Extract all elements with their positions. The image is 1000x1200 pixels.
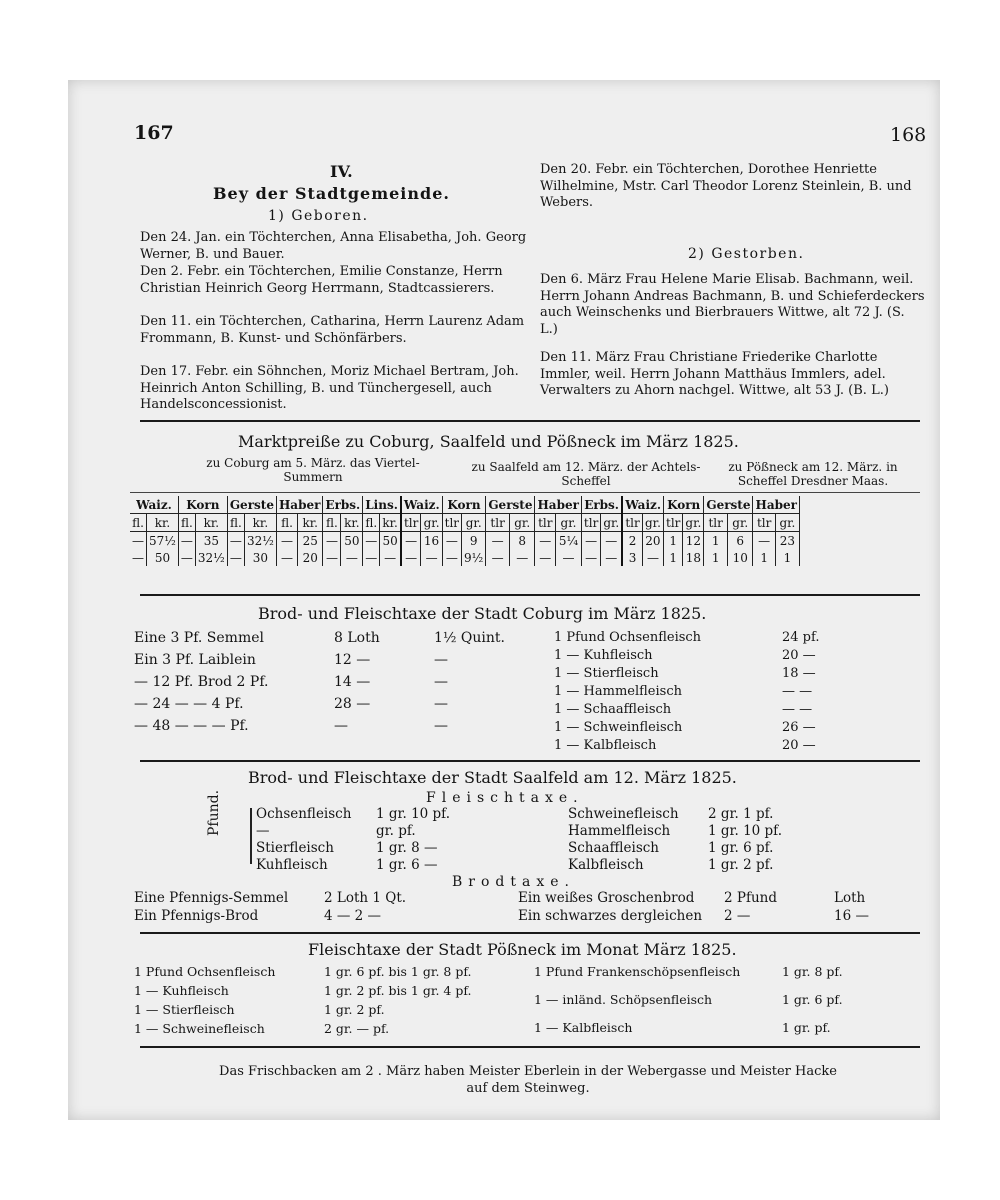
market-cell: 32½ bbox=[195, 549, 227, 566]
market-cell: kr. bbox=[298, 514, 323, 532]
market-cell: — bbox=[323, 532, 341, 550]
market-cell: 1 bbox=[704, 549, 728, 566]
saal-left-cell: Kuhfleisch bbox=[256, 857, 328, 873]
market-cell: — bbox=[178, 532, 195, 550]
died-entry-1: Den 6. März Frau Helene Marie Elisab. Bachmann, weil. Herrn Johann Andreas Bachmann, B. und Schieferdeckers auch Weinschenks und Bierbrauers Wittwe, alt 72 J. (S. L.) bbox=[540, 272, 925, 337]
saal-right-cell: Schaaffleisch bbox=[568, 840, 659, 856]
coburg-bread-cell: — bbox=[434, 696, 448, 712]
market-head-cell: Erbs. bbox=[581, 496, 622, 514]
market-cell: 50 bbox=[341, 532, 363, 550]
saal-bread-cell: 2 Loth 1 Qt. bbox=[324, 890, 407, 906]
market-cell: — bbox=[486, 549, 510, 566]
page-number-left: 167 bbox=[134, 122, 174, 144]
market-header-row-2 bbox=[130, 514, 799, 532]
saalfeld-meat-heading: Fleischtaxe. bbox=[426, 790, 584, 806]
saal-left-cell: 1 gr. 10 pf. bbox=[376, 806, 450, 822]
market-cell: gr. bbox=[775, 514, 799, 532]
coburg-meat-cell: 1 Pfund Ochsenfleisch bbox=[554, 630, 702, 645]
market-cell: — bbox=[276, 532, 297, 550]
saal-left-cell: Ochsenfleisch bbox=[256, 806, 352, 822]
market-cell: 9½ bbox=[462, 549, 486, 566]
market-head-cell: Waiz. bbox=[401, 496, 442, 514]
market-cell: fl. bbox=[276, 514, 297, 532]
poes-left-cell: 1 — Stierfleisch bbox=[134, 1002, 235, 1017]
poes-left-cell: 1 gr. 6 pf. bis 1 gr. 8 pf. bbox=[324, 964, 472, 979]
saalfeld-bread-heading: Brodtaxe. bbox=[452, 874, 575, 890]
market-cell: — bbox=[581, 549, 600, 566]
poes-right-cell: 1 gr. 6 pf. bbox=[782, 992, 843, 1007]
market-cell: 3 bbox=[622, 549, 642, 566]
market-cell: 1 bbox=[664, 532, 683, 550]
saal-right-cell: Hammelfleisch bbox=[568, 823, 671, 839]
market-cell: 57½ bbox=[147, 532, 179, 550]
market-head-rule bbox=[130, 492, 920, 493]
market-data-row-2 bbox=[130, 549, 799, 566]
poes-left-cell: 1 gr. 2 pf. bis 1 gr. 4 pf. bbox=[324, 983, 472, 998]
section-roman: IV. bbox=[330, 162, 353, 181]
market-cell: — bbox=[581, 532, 600, 550]
market-cell: — bbox=[509, 549, 535, 566]
market-cell: — bbox=[535, 549, 556, 566]
market-cell: 50 bbox=[147, 549, 179, 566]
market-cell: tlr bbox=[704, 514, 728, 532]
saal-left-cell: 1 gr. 6 — bbox=[376, 857, 438, 873]
saal-right-cell: Schweinefleisch bbox=[568, 806, 679, 822]
coburg-meat-cell: 24 pf. bbox=[782, 630, 820, 645]
market-head-cell: Korn bbox=[178, 496, 227, 514]
market-cell: — bbox=[753, 532, 775, 550]
divider-4 bbox=[140, 932, 920, 934]
market-cell: 12 bbox=[683, 532, 704, 550]
poes-right-cell: 1 — Kalbfleisch bbox=[534, 1020, 633, 1035]
market-cell: 20 bbox=[298, 549, 323, 566]
coburg-bread-cell: 28 — bbox=[334, 696, 371, 712]
market-cell: — bbox=[401, 549, 421, 566]
saal-right-cell: Kalbfleisch bbox=[568, 857, 644, 873]
market-cell: — bbox=[535, 532, 556, 550]
market-cell: gr. bbox=[509, 514, 535, 532]
saal-bread-cell: Loth bbox=[834, 890, 866, 906]
market-cell: — bbox=[130, 532, 147, 550]
market-cell: 18 bbox=[683, 549, 704, 566]
market-cell: — bbox=[442, 549, 461, 566]
divider-1 bbox=[140, 420, 920, 422]
market-cell: 35 bbox=[195, 532, 227, 550]
market-cell: 32½ bbox=[244, 532, 276, 550]
market-cell: — bbox=[642, 549, 663, 566]
died-entry-2: Den 11. März Frau Christiane Friederike Charlotte Immler, weil. Herrn Johann Matthäus Immlers, adel. Verwalters zu Ahorn nachgel. Wittwe, alt 53 J. (B. L.) bbox=[540, 350, 889, 398]
poes-right-cell: 1 — inländ. Schöpsenfleisch bbox=[534, 992, 713, 1007]
market-cell: 25 bbox=[298, 532, 323, 550]
market-title: Marktpreiße zu Coburg, Saalfeld und Pößneck im März 1825. bbox=[238, 432, 739, 451]
market-cell: — bbox=[323, 549, 341, 566]
saal-left-cell: Stierfleisch bbox=[256, 840, 334, 856]
market-cell: 30 bbox=[244, 549, 276, 566]
market-head-cell: Korn bbox=[442, 496, 486, 514]
market-cell: — bbox=[486, 532, 510, 550]
market-cell: gr. bbox=[642, 514, 663, 532]
market-head-cell: Haber bbox=[753, 496, 799, 514]
market-cell: 50 bbox=[380, 532, 401, 550]
market-cell: fl. bbox=[323, 514, 341, 532]
market-cell: tlr bbox=[535, 514, 556, 532]
market-cell: kr. bbox=[244, 514, 276, 532]
market-cell: 23 bbox=[775, 532, 799, 550]
market-cell: fl. bbox=[130, 514, 147, 532]
market-cell: 5¼ bbox=[556, 532, 582, 550]
market-cell: — bbox=[227, 532, 244, 550]
market-saalfeld-head: zu Saalfeld am 12. März. der Achtels-Scheffel bbox=[471, 460, 701, 488]
coburg-bread-cell: — 12 Pf. Brod 2 Pf. bbox=[134, 674, 269, 690]
market-cell: fl. bbox=[363, 514, 380, 532]
coburg-bread-cell: — bbox=[334, 718, 348, 734]
scanned-page bbox=[68, 80, 940, 1120]
market-cell: tlr bbox=[486, 514, 510, 532]
market-data-row-1 bbox=[130, 532, 799, 550]
saal-right-cell: 1 gr. 2 pf. bbox=[708, 857, 774, 873]
poes-left-cell: 1 Pfund Ochsenfleisch bbox=[134, 964, 276, 979]
market-cell: — bbox=[556, 549, 582, 566]
market-head-cell: Haber bbox=[276, 496, 322, 514]
coburg-meat-cell: — — bbox=[782, 702, 813, 717]
saal-right-cell: 1 gr. 10 pf. bbox=[708, 823, 782, 839]
market-table bbox=[130, 496, 800, 566]
market-cell: — bbox=[380, 549, 401, 566]
market-cell: gr. bbox=[462, 514, 486, 532]
poes-left-cell: 1 — Kuhfleisch bbox=[134, 983, 229, 998]
market-cell: 9 bbox=[462, 532, 486, 550]
market-cell: — bbox=[421, 549, 442, 566]
coburg-bread-cell: — 48 — — — Pf. bbox=[134, 718, 249, 734]
coburg-meat-cell: 1 — Kuhfleisch bbox=[554, 648, 653, 663]
coburg-bread-cell: 14 — bbox=[334, 674, 371, 690]
divider-5 bbox=[140, 1046, 920, 1048]
market-cell: fl. bbox=[227, 514, 244, 532]
footer-note: Das Frischbacken am 2 . März haben Meister Eberlein in der Webergasse und Meister Hacke auf dem Steinweg. bbox=[219, 1064, 837, 1096]
market-cell: tlr bbox=[442, 514, 461, 532]
market-cell: 1 bbox=[664, 549, 683, 566]
saal-bread-cell: Ein Pfennigs-Brod bbox=[134, 908, 259, 924]
market-cell: kr. bbox=[341, 514, 363, 532]
market-cell: 1 bbox=[753, 549, 775, 566]
market-cell: — bbox=[363, 549, 380, 566]
born-entry-2: Den 2. Febr. ein Töchterchen, Emilie Constanze, Herrn Christian Heinrich Georg Herrmann, Stadtcassierers. bbox=[140, 264, 503, 296]
market-head-cell: Erbs. bbox=[323, 496, 363, 514]
market-head-cell: Gerste bbox=[704, 496, 753, 514]
coburg-meat-cell: 1 — Schweinfleisch bbox=[554, 720, 683, 735]
page-number-right: 168 bbox=[890, 124, 927, 146]
born-entry-5: Den 20. Febr. ein Töchterchen, Dorothee Henriette Wilhelmine, Mstr. Carl Theodor Lorenz Steinlein, B. und Webers. bbox=[540, 162, 912, 210]
divider-3 bbox=[140, 760, 920, 762]
coburg-tax-title: Brod- und Fleischtaxe der Stadt Coburg im März 1825. bbox=[258, 604, 707, 623]
poes-right-cell: 1 Pfund Frankenschöpsenfleisch bbox=[534, 964, 741, 979]
divider-2 bbox=[140, 594, 920, 596]
market-head-cell: Gerste bbox=[486, 496, 535, 514]
market-cell: 1 bbox=[775, 549, 799, 566]
saal-right-cell: 1 gr. 6 pf. bbox=[708, 840, 774, 856]
saal-bread-cell: Eine Pfennigs-Semmel bbox=[134, 890, 289, 906]
saal-right-cell: 2 gr. 1 pf. bbox=[708, 806, 774, 822]
market-head-cell: Haber bbox=[535, 496, 581, 514]
market-cell: tlr bbox=[753, 514, 775, 532]
market-head-cell: Lins. bbox=[363, 496, 401, 514]
coburg-meat-cell: 1 — Stierfleisch bbox=[554, 666, 659, 681]
coburg-bread-cell: 12 — bbox=[334, 652, 371, 668]
coburg-meat-cell: 20 — bbox=[782, 648, 816, 663]
pfund-bracket bbox=[250, 808, 252, 864]
coburg-meat-cell: 18 — bbox=[782, 666, 816, 681]
market-cell: kr. bbox=[380, 514, 401, 532]
market-cell: — bbox=[341, 549, 363, 566]
born-entry-4: Den 17. Febr. ein Söhnchen, Moriz Michael Bertram, Joh. Heinrich Anton Schilling, B. und Tünchergesell, auch Handelsconcessionist. bbox=[140, 364, 519, 412]
market-coburg-head: zu Coburg am 5. März. das Viertel-Summern bbox=[206, 456, 420, 484]
poes-left-cell: 2 gr. — pf. bbox=[324, 1021, 390, 1036]
coburg-meat-cell: 1 — Kalbfleisch bbox=[554, 738, 657, 753]
market-cell: kr. bbox=[147, 514, 179, 532]
market-cell: — bbox=[276, 549, 297, 566]
market-cell: gr. bbox=[556, 514, 582, 532]
born-entry-3: Den 11. ein Töchterchen, Catharina, Herrn Laurenz Adam Frommann, B. Kunst- und Schönfärbers. bbox=[140, 314, 525, 346]
died-heading: 2) Gestorben. bbox=[688, 246, 805, 262]
saal-left-cell: gr. pf. bbox=[376, 823, 416, 839]
market-cell: 20 bbox=[642, 532, 663, 550]
market-cell: 6 bbox=[727, 532, 753, 550]
market-cell: gr. bbox=[421, 514, 442, 532]
market-cell: 10 bbox=[727, 549, 753, 566]
coburg-bread-cell: Eine 3 Pf. Semmel bbox=[134, 630, 264, 646]
market-cell: — bbox=[401, 532, 421, 550]
saal-bread-cell: 2 Pfund bbox=[724, 890, 777, 906]
saalfeld-tax-title: Brod- und Fleischtaxe der Stadt Saalfeld am 12. März 1825. bbox=[248, 768, 737, 787]
market-head-cell: Waiz. bbox=[622, 496, 663, 514]
market-cell: — bbox=[227, 549, 244, 566]
market-cell: gr. bbox=[601, 514, 622, 532]
market-cell: tlr bbox=[401, 514, 421, 532]
saal-bread-cell: 4 — 2 — bbox=[324, 908, 382, 924]
coburg-bread-cell: — bbox=[434, 652, 448, 668]
market-cell: gr. bbox=[727, 514, 753, 532]
market-cell: tlr bbox=[622, 514, 642, 532]
market-head-cell: Waiz. bbox=[130, 496, 178, 514]
market-cell: — bbox=[363, 532, 380, 550]
market-cell: — bbox=[601, 532, 622, 550]
pfund-label: Pfund. bbox=[206, 789, 222, 836]
coburg-meat-cell: — — bbox=[782, 684, 813, 699]
born-entry-1: Den 24. Jan. ein Töchterchen, Anna Elisabetha, Joh. Georg Werner, B. und Bauer. bbox=[140, 230, 527, 262]
market-cell: — bbox=[178, 549, 195, 566]
coburg-meat-cell: 20 — bbox=[782, 738, 816, 753]
section-title: Bey der Stadtgemeinde. bbox=[213, 184, 450, 203]
market-poessneck-head: zu Pößneck am 12. März. in Scheffel Dresdner Maas. bbox=[728, 460, 898, 488]
market-head-cell: Korn bbox=[664, 496, 704, 514]
market-cell: — bbox=[130, 549, 147, 566]
born-heading: 1) Geboren. bbox=[268, 208, 369, 224]
market-cell: 16 bbox=[421, 532, 442, 550]
saal-bread-cell: Ein weißes Groschenbrod bbox=[518, 890, 695, 906]
saal-left-cell: 1 gr. 8 — bbox=[376, 840, 438, 856]
coburg-bread-cell: 1½ Quint. bbox=[434, 630, 505, 646]
coburg-meat-cell: 1 — Hammelfleisch bbox=[554, 684, 682, 699]
market-cell: — bbox=[601, 549, 622, 566]
market-cell: 8 bbox=[509, 532, 535, 550]
saal-bread-cell: Ein schwarzes dergleichen bbox=[518, 908, 703, 924]
coburg-bread-cell: — bbox=[434, 718, 448, 734]
coburg-meat-cell: 26 — bbox=[782, 720, 816, 735]
saal-bread-cell: 16 — bbox=[834, 908, 869, 924]
market-header-row-1 bbox=[130, 496, 799, 514]
market-cell: kr. bbox=[195, 514, 227, 532]
market-cell: 2 bbox=[622, 532, 642, 550]
market-cell: tlr bbox=[581, 514, 600, 532]
market-cell: tlr bbox=[664, 514, 683, 532]
saal-bread-cell: 2 — bbox=[724, 908, 751, 924]
market-cell: 1 bbox=[704, 532, 728, 550]
poes-right-cell: 1 gr. pf. bbox=[782, 1020, 831, 1035]
coburg-bread-cell: — bbox=[434, 674, 448, 690]
market-cell: fl. bbox=[178, 514, 195, 532]
poes-right-cell: 1 gr. 8 pf. bbox=[782, 964, 843, 979]
coburg-meat-cell: 1 — Schaaffleisch bbox=[554, 702, 672, 717]
coburg-bread-cell: Ein 3 Pf. Laiblein bbox=[134, 652, 256, 668]
poes-left-cell: 1 — Schweinefleisch bbox=[134, 1021, 265, 1036]
poes-left-cell: 1 gr. 2 pf. bbox=[324, 1002, 385, 1017]
coburg-bread-cell: — 24 — — 4 Pf. bbox=[134, 696, 244, 712]
coburg-bread-cell: 8 Loth bbox=[334, 630, 380, 646]
market-cell: — bbox=[442, 532, 461, 550]
poessneck-tax-title: Fleischtaxe der Stadt Pößneck im Monat März 1825. bbox=[308, 940, 737, 959]
market-head-cell: Gerste bbox=[227, 496, 276, 514]
saal-left-cell: — bbox=[256, 823, 270, 839]
market-cell: gr. bbox=[683, 514, 704, 532]
